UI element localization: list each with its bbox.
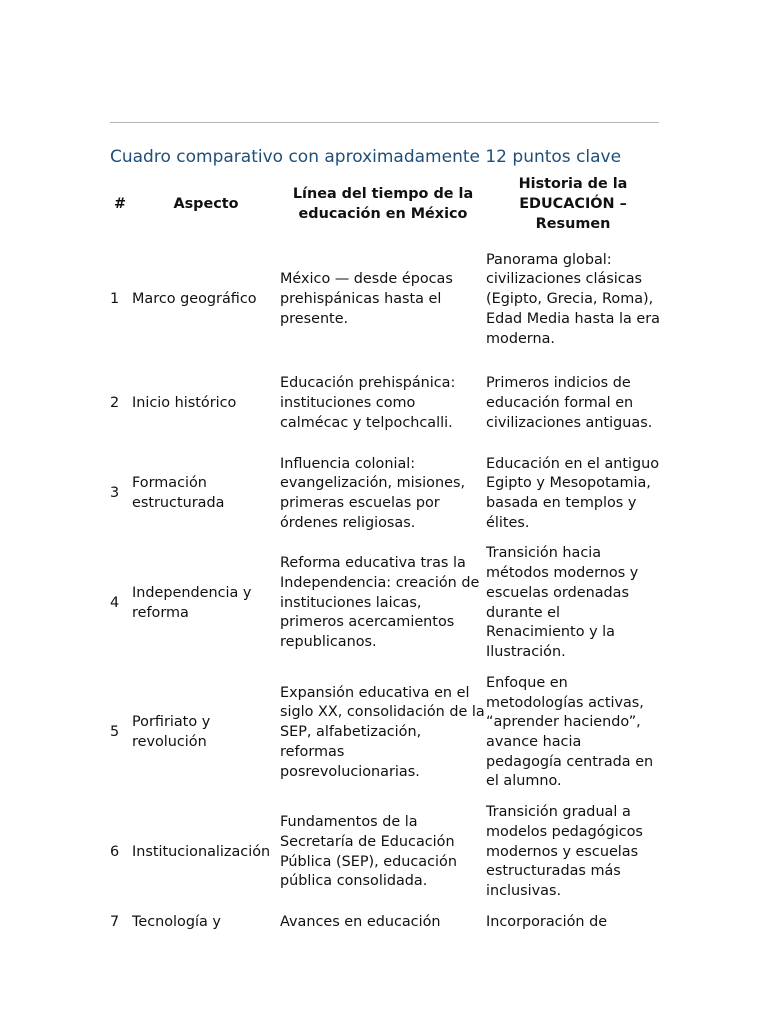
row-education-history: Enfoque en metodologías activas, “aprender haciendo”, avance hacia pedagogía centrada en el alumno. — [486, 674, 654, 790]
table-row — [110, 241, 660, 359]
row-education-history: Incorporación de — [486, 914, 608, 930]
header-aspect: Aspecto — [173, 196, 239, 213]
row-education-history: Educación en el antiguo Egipto y Mesopotamia, basada en templos y élites. — [486, 455, 660, 531]
row-number: 3 — [110, 485, 120, 502]
row-mexico-timeline: Influencia colonial: evangelización, misiones, primeras escuelas por órdenes religiosas. — [280, 455, 466, 531]
row-aspect: Inicio histórico — [132, 395, 237, 412]
row-mexico-timeline: Reforma educativa tras la Independencia: creación de instituciones laicas, primeros acercamientos republicanos. — [280, 555, 480, 651]
header-number: # — [114, 196, 127, 213]
horizontal-rule — [110, 122, 659, 123]
row-mexico-timeline: Fundamentos de la Secretaría de Educación Pública (SEP), educación pública consolidada. — [280, 814, 457, 890]
row-aspect: Porfiriato y revolución — [132, 714, 211, 750]
row-number: 2 — [110, 395, 120, 412]
row-aspect: Formación estructurada — [132, 475, 225, 511]
table-row — [110, 449, 660, 539]
row-number: 1 — [110, 291, 120, 308]
row-education-history: Transición hacia métodos modernos y escuelas ordenadas durante el Renacimiento y la Ilustración. — [486, 545, 639, 660]
row-aspect: Marco geográfico — [132, 291, 257, 308]
table-row — [110, 907, 660, 933]
row-mexico-timeline: México — desde épocas prehispánicas hasta el presente. — [280, 271, 453, 327]
row-education-history: Panorama global: civilizaciones clásicas (Egipto, Grecia, Roma), Edad Media hasta la era moderna. — [486, 251, 661, 347]
row-mexico-timeline: Avances en educación — [280, 914, 441, 930]
row-aspect: Tecnología y — [132, 914, 221, 930]
header-mexico-timeline: Línea del tiempo de la educación en México — [292, 186, 474, 222]
row-aspect: Institucionalización — [132, 843, 271, 860]
row-number: 5 — [110, 724, 120, 741]
header-education-history: Historia de la EDUCACIÓN – Resumen — [518, 176, 628, 232]
table-row — [110, 359, 660, 449]
row-mexico-timeline: Expansión educativa en el siglo XX, consolidación de la SEP, alfabetización, reformas posrevolucionarias. — [280, 684, 485, 780]
row-number: 4 — [110, 594, 120, 611]
row-number: 6 — [110, 843, 120, 860]
row-education-history: Transición gradual a modelos pedagógicos modernos y escuelas estructuradas más inclusivas. — [486, 804, 643, 900]
row-education-history: Primeros indicios de educación formal en civilizaciones antiguas. — [486, 375, 653, 431]
table-row — [110, 798, 660, 907]
row-mexico-timeline: Educación prehispánica: instituciones como calmécac y telpochcalli. — [280, 375, 456, 431]
comparison-table — [110, 172, 660, 933]
table-row — [110, 668, 660, 798]
section-heading: Cuadro comparativo con aproximadamente 12 puntos clave — [110, 147, 622, 167]
row-aspect: Independencia y reforma — [132, 584, 252, 621]
table-row — [110, 539, 660, 668]
row-number: 7 — [110, 914, 120, 930]
table-header-row — [110, 172, 660, 241]
